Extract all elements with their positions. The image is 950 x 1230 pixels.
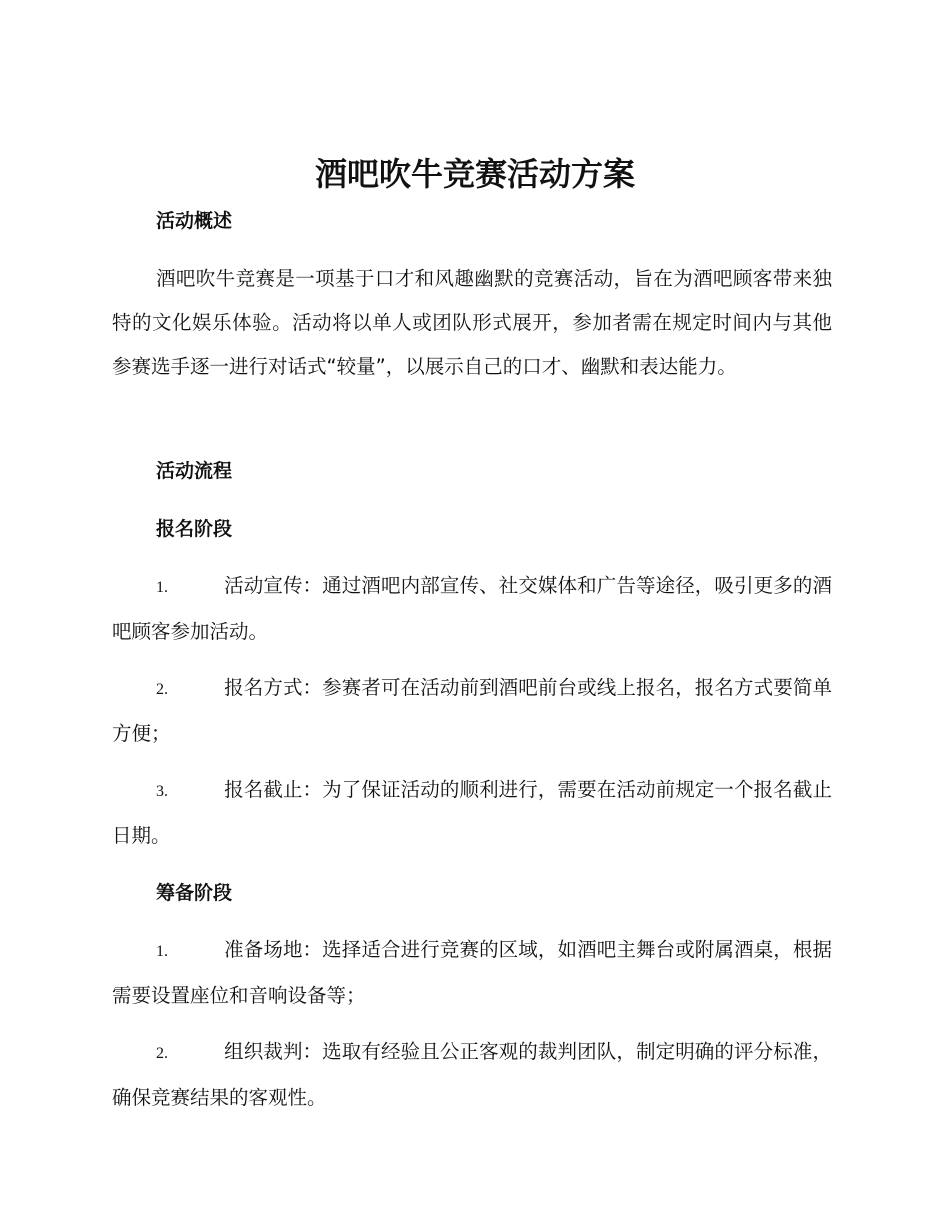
- list-item: [112, 928, 832, 1018]
- list-number: 1.: [156, 943, 168, 960]
- list-item: [112, 666, 832, 756]
- list-item: [112, 564, 832, 654]
- list-item-text: 报名截止：为了保证活动的顺利进行，需要在活动前规定一个报名截止日期。: [112, 778, 832, 847]
- heading-process: 活动流程: [156, 460, 233, 482]
- list-item-text: 报名方式：参赛者可在活动前到酒吧前台或线上报名，报名方式要简单方便；: [112, 676, 832, 745]
- list-number: 2.: [156, 1045, 168, 1062]
- list-number: 2.: [156, 681, 168, 698]
- list-item: [112, 768, 832, 858]
- heading-prep: 筹备阶段: [156, 882, 233, 904]
- document-title: 酒吧吹牛竞赛活动方案: [314, 155, 635, 193]
- heading-overview: 活动概述: [156, 210, 233, 232]
- list-item-text: 活动宣传：通过酒吧内部宣传、社交媒体和广告等途径，吸引更多的酒吧顾客参加活动。: [112, 574, 832, 643]
- heading-signup: 报名阶段: [156, 518, 233, 540]
- list-number: 1.: [156, 579, 168, 596]
- paragraph-overview: 酒吧吹牛竞赛是一项基于口才和风趣幽默的竞赛活动，旨在为酒吧顾客带来独特的文化娱乐体验。活动将以单人或团队形式展开，参加者需在规定时间内与其他参赛选手逐一进行对话式“较量”，以展示自己的口才、幽默和表达能力。: [112, 267, 832, 378]
- list-item-text: 组织裁判：选取有经验且公正客观的裁判团队，制定明确的评分标准，确保竞赛结果的客观性。: [112, 1040, 832, 1109]
- list-number: 3.: [156, 783, 168, 800]
- list-item: [112, 1030, 832, 1120]
- list-item-text: 准备场地：选择适合进行竞赛的区域，如酒吧主舞台或附属酒桌，根据需要设置座位和音响设备等；: [112, 938, 832, 1007]
